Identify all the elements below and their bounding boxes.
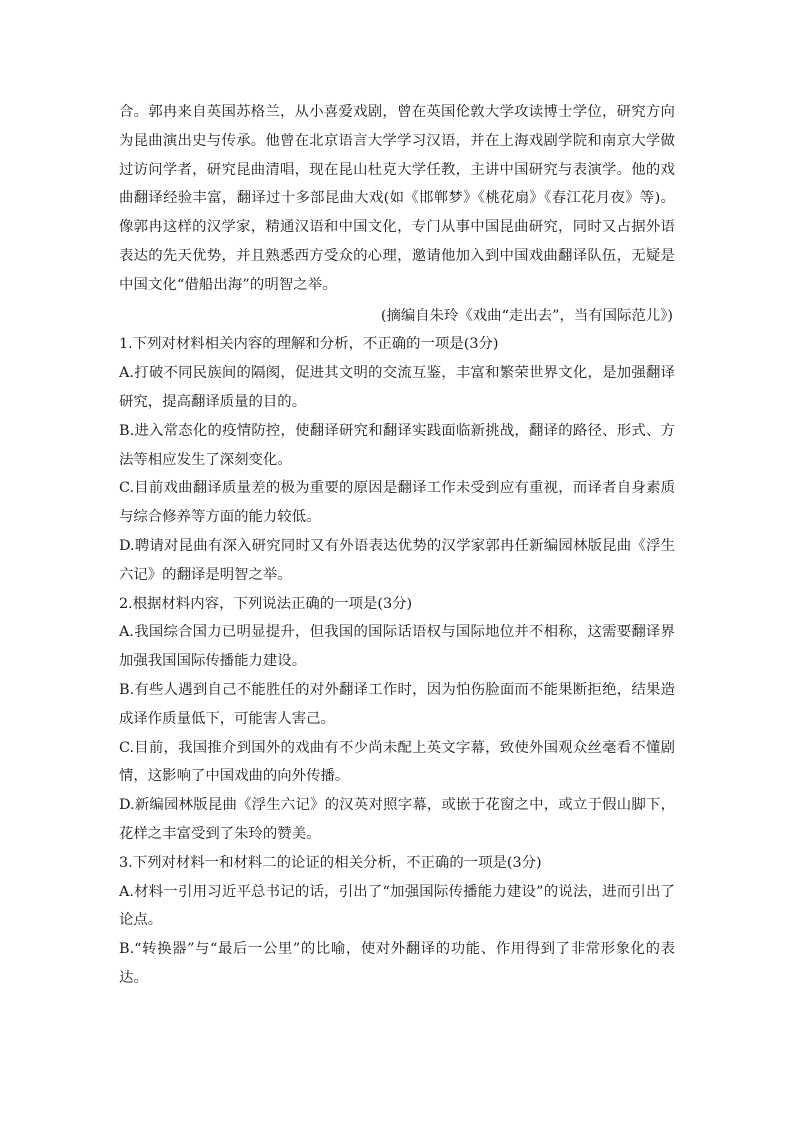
option-d: D.聘请对昆曲有深入研究同时又有外语表达优势的汉学家郭冉任新编园林版昆曲《浮生六记》的翻译是明智之举。 <box>119 537 675 583</box>
source-citation: (摘编自朱玲《戏曲“走出去”，当有国际范儿》) <box>380 307 673 324</box>
option-c: C.目前，我国推介到国外的戏曲有不少尚未配上英文字幕，致使外国观众丝毫看不懂剧情，这影响了中国戏曲的向外传播。 <box>119 739 675 785</box>
option-b: B.“转换器”与“最后一公里”的比喻，使对外翻译的功能、作用得到了非常形象化的表达。 <box>119 941 675 986</box>
question-1 <box>119 330 675 589</box>
document-body <box>119 98 675 993</box>
question-stem: 3.下列对材料一和材料二的论证的相关分析，不正确的一项是(3分) <box>119 854 542 871</box>
option-a: A.打破不同民族间的隔阂，促进其文明的交流互鉴，丰富和繁荣世界文化，是加强翻译研究，提高翻译质量的目的。 <box>119 365 675 410</box>
question-stem: 2.根据材料内容，下列说法正确的一项是(3分) <box>119 595 413 612</box>
option-a: A.材料一引用习近平总书记的话，引出了“加强国际传播能力建设”的说法，进而引出了论点。 <box>119 883 675 929</box>
option-a: A.我国综合国力已明显提升，但我国的国际话语权与国际地位并不相称，这需要翻译界加强我国国际传播能力建设。 <box>119 624 675 670</box>
option-c: C.目前戏曲翻译质量差的极为重要的原因是翻译工作未受到应有重视，而译者自身素质与综合修养等方面的能力较低。 <box>119 480 675 526</box>
option-d: D.新编园林版昆曲《浮生六记》的汉英对照字幕，或嵌于花窗之中，或立于假山脚下，花样之丰富受到了朱玲的赞美。 <box>119 797 675 842</box>
question-stem: 1.下列对材料相关内容的理解和分析，不正确的一项是(3分) <box>119 336 499 353</box>
question-3 <box>119 849 675 993</box>
option-b: B.进入常态化的疫情防控，使翻译研究和翻译实践面临新挑战，翻译的路径、形式、方法等相应发生了深刻变化。 <box>119 422 675 468</box>
question-2 <box>119 590 675 849</box>
material-paragraph: 合。郭冉来自英国苏格兰，从小喜爱戏剧，曾在英国伦敦大学攻读博士学位，研究方向为昆曲演出史与传承。他曾在北京语言大学学习汉语，并在上海戏剧学院和南京大学做过访问学者，研究昆曲清唱，现在昆山杜克大学任教，主讲中国研究与表演学。他的戏曲翻译经验丰富，翻译过十多部昆曲大戏(如《邯郸梦》《桃花扇》《春江花月夜》等)。像郭冉这样的汉学家，精通汉语和中国文化，专门从事中国昆曲研究，同时又占据外语表达的先天优势，并且熟悉西方受众的心理，邀请他加入到中国戏曲翻译队伍，无疑是中国文化“借船出海”的明智之举。 <box>119 104 675 293</box>
option-b: B.有些人遇到自己不能胜任的对外翻译工作时，因为怕伤脸面而不能果断拒绝，结果造成译作质量低下，可能害人害己。 <box>119 681 675 727</box>
